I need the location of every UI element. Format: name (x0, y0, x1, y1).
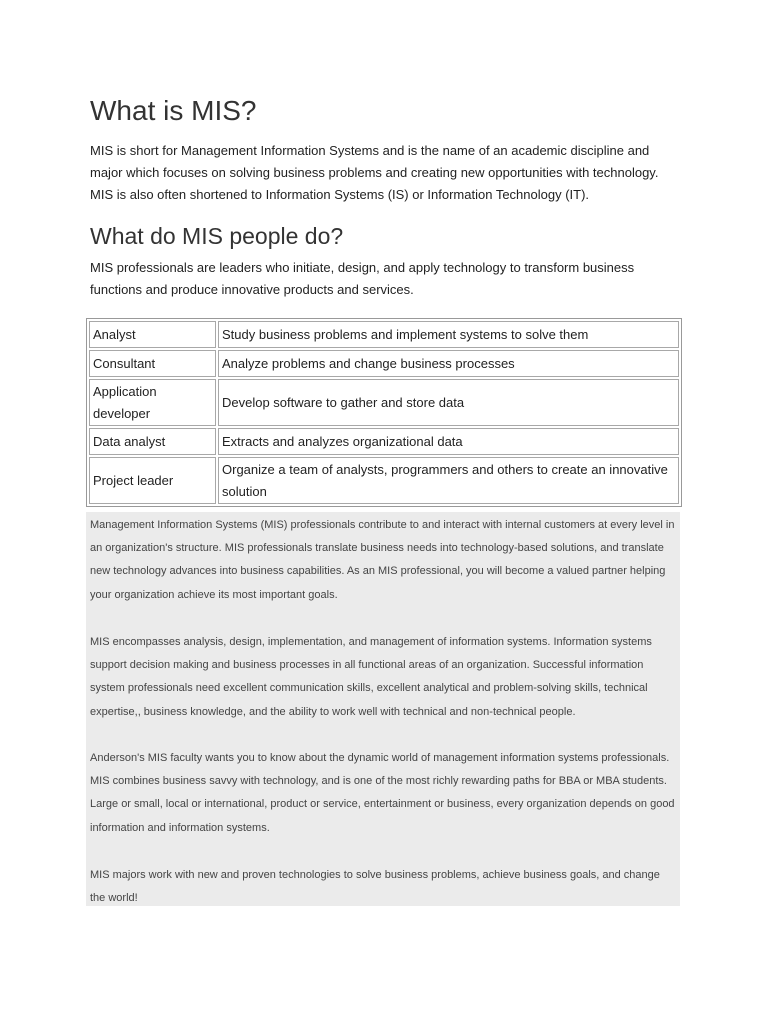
role-cell: Application developer (89, 379, 216, 426)
details-paragraph: Management Information Systems (MIS) professionals contribute to and interact with internal customers at every level in an organization's structure. MIS professionals translate business needs into technology-based solutions, and translate new technology advances into business capabilities. As an MIS professional, you will become a valued partner helping your organization achieve its most important goals. (90, 519, 675, 601)
details-paragraph: MIS majors work with new and proven technologies to solve business problems, achieve business goals, and change the world! (90, 869, 660, 905)
roles-table (86, 318, 682, 507)
role-cell: Data analyst (89, 428, 216, 455)
table-row (89, 321, 679, 348)
description-cell: Analyze problems and change business processes (218, 350, 679, 377)
description-cell: Organize a team of analysts, programmers and others to create an innovative solution (218, 457, 679, 504)
role-cell: Consultant (89, 350, 216, 377)
table-row (89, 379, 679, 426)
table-row (89, 457, 679, 504)
role-cell: Project leader (89, 457, 216, 504)
details-paragraph: MIS encompasses analysis, design, implementation, and management of information systems. Information systems support decision making and business processes in all functional areas of an organization. Successful information system professionals need excellent communication skills, excellent analytical and problem-solving skills, technical expertise,, business knowledge, and the ability to work well with technical and non-technical people. (90, 636, 652, 718)
description-cell: Study business problems and implement systems to solve them (218, 321, 679, 348)
heading-what-do-mis-people-do: What do MIS people do? (90, 223, 344, 249)
intro-paragraph: MIS is short for Management Information Systems and is the name of an academic discipline and major which focuses on solving business problems and creating new opportunities with technology. MIS is also often shortened to Information Systems (IS) or Information Technology (IT). (90, 143, 659, 202)
details-block (86, 512, 680, 906)
heading-what-is-mis: What is MIS? (90, 95, 257, 126)
description-cell: Develop software to gather and store data (218, 379, 679, 426)
table-row (89, 428, 679, 455)
description-cell: Extracts and analyzes organizational data (218, 428, 679, 455)
professionals-paragraph: MIS professionals are leaders who initiate, design, and apply technology to transform business functions and produce innovative products and services. (90, 260, 635, 297)
role-cell: Analyst (89, 321, 216, 348)
details-paragraph: Anderson's MIS faculty wants you to know about the dynamic world of management information systems professionals. MIS combines business savvy with technology, and is one of the most richly rewarding paths for BBA or MBA students. Large or small, local or international, product or service, entertainment or business, every organization depends on good information and information systems. (90, 752, 675, 834)
table-row (89, 350, 679, 377)
